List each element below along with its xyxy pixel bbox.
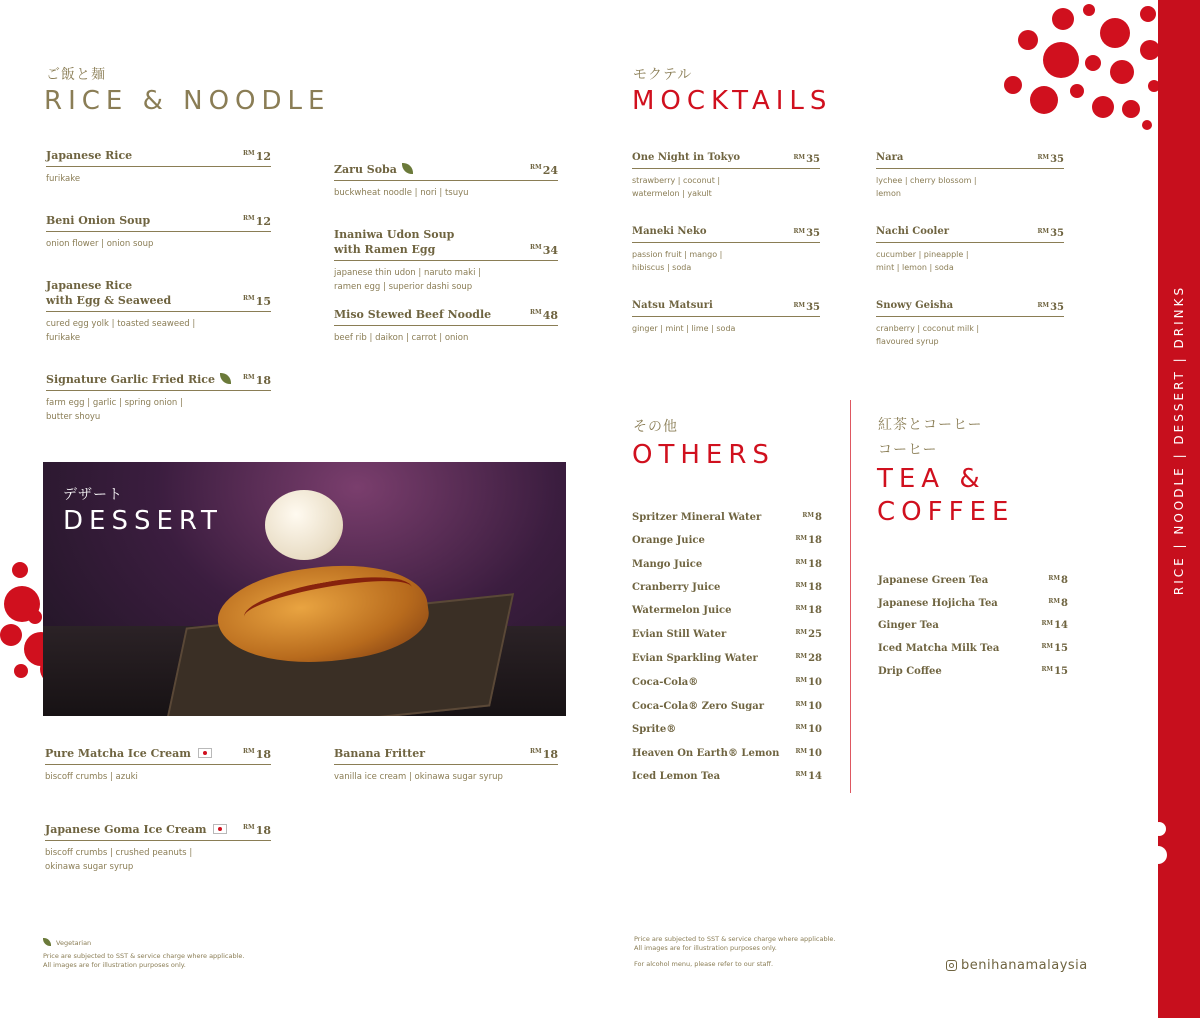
item-name: Zaru Soba: [334, 163, 397, 176]
item-price: $^{RM}$18: [243, 824, 271, 837]
item-name: Natsu Matsuri: [632, 300, 713, 311]
menu-item-maneki-neko: [632, 224, 820, 274]
item-desc: lychee | cherry blossom | lemon: [876, 176, 977, 198]
footer-note: All images are for illustration purposes only.: [43, 961, 186, 969]
drink-item: Coca-Cola® $^{RM}$10: [632, 677, 822, 688]
menu-item-signature-garlic-fried-rice: [46, 372, 271, 424]
menu-item-nachi-cooler: [876, 224, 1064, 274]
item-price: $^{RM}$35: [1037, 302, 1064, 313]
item-name: Japanese Goma Ice Cream: [45, 823, 207, 836]
footer-note: All images are for illustration purposes only.: [634, 944, 777, 952]
drink-item: Cranberry Juice $^{RM}$18: [632, 582, 822, 593]
item-name-wrap: [45, 746, 212, 761]
item-name: Miso Stewed Beef Noodle: [334, 308, 492, 321]
item-name: One Night in Tokyo: [632, 152, 741, 163]
vegetarian-leaf-icon: [402, 163, 413, 174]
menu-item-one-night-in-tokyo: [632, 150, 820, 200]
item-price: $^{RM}$18: [243, 374, 271, 387]
item-price: $^{RM}$12: [243, 215, 271, 228]
vegetarian-leaf-icon: [220, 373, 231, 384]
menu-item-natsu-matsuri: [632, 298, 820, 335]
item-desc: japanese thin udon | naruto maki | ramen egg | superior dashi soup: [334, 268, 482, 292]
drink-item: Ginger Tea $^{RM}$14: [878, 620, 1068, 631]
dessert-photo: [43, 462, 566, 716]
item-desc: biscoff crumbs | crushed peanuts | okinawa sugar syrup: [45, 848, 193, 872]
item-desc: beef rib | daikon | carrot | onion: [334, 333, 469, 343]
item-desc: cucumber | pineapple | mint | lemon | soda: [876, 250, 969, 272]
item-price: $^{RM}$48: [530, 309, 558, 322]
item-name: Japanese Rice with Egg & Seaweed: [46, 279, 172, 307]
item-price: $^{RM}$18: [530, 748, 558, 761]
item-name: Pure Matcha Ice Cream: [45, 747, 191, 760]
rice-noodle-jp-heading: ご飯と麺: [46, 67, 106, 83]
menu-item-japanese-rice: [46, 148, 271, 186]
rice-noodle-title: RICE & NOODLE: [44, 86, 331, 116]
section-sidebar: [1158, 0, 1200, 1018]
menu-item-beni-onion-soup: [46, 213, 271, 251]
drink-item: Japanese Hojicha Tea $^{RM}$8: [878, 598, 1068, 609]
item-desc: cranberry | coconut milk | flavoured syrup: [876, 324, 980, 346]
drink-item: Spritzer Mineral Water $^{RM}$8: [632, 512, 822, 523]
menu-item-miso-stewed-beef-noodle: [334, 307, 558, 345]
item-name: Signature Garlic Fried Rice: [46, 373, 215, 386]
item-name-wrap: [46, 372, 231, 387]
footer-middle: [634, 935, 835, 969]
drink-item: Iced Matcha Milk Tea $^{RM}$15: [878, 643, 1068, 654]
item-name: Maneki Neko: [632, 226, 707, 237]
item-price: $^{RM}$12: [243, 150, 271, 163]
instagram-icon: [946, 960, 957, 971]
footer-note: Price are subjected to SST & service charge where applicable.: [634, 935, 836, 943]
sidebar-notch: [1149, 846, 1167, 864]
item-desc: strawberry | coconut | watermelon | yakult: [632, 176, 721, 198]
vegetarian-legend: Vegetarian: [43, 938, 244, 948]
tea-coffee-title-line-1: TEA &: [877, 464, 986, 494]
footer-left: [43, 938, 244, 970]
menu-item-zaru-soba: [334, 162, 558, 200]
menu-item-nara: [876, 150, 1064, 200]
drink-item: Coca-Cola® Zero Sugar $^{RM}$10: [632, 701, 822, 712]
menu-item-pure-matcha-ice-cream: [45, 746, 271, 784]
menu-item-inaniwa-udon-soup: [334, 227, 558, 294]
item-price: $^{RM}$34: [530, 244, 558, 257]
item-name: Snowy Geisha: [876, 300, 954, 311]
footer-note: Price are subjected to SST & service charge where applicable.: [43, 952, 245, 960]
menu-item-banana-fritter: [334, 746, 558, 784]
menu-item-snowy-geisha: [876, 298, 1064, 348]
sidebar-notch: [1152, 822, 1166, 836]
social-handle[interactable]: [946, 958, 1088, 973]
item-desc: onion flower | onion soup: [46, 239, 154, 249]
drink-item: Sprite® $^{RM}$10: [632, 724, 822, 735]
section-divider: [850, 400, 851, 793]
item-price: $^{RM}$24: [530, 164, 558, 177]
item-price: $^{RM}$35: [793, 302, 820, 313]
item-price: $^{RM}$35: [793, 154, 820, 165]
sidebar-section-labels: RICE | NOODLE | DESSERT | DRINKS: [1172, 284, 1186, 596]
footer-note: For alcohol menu, please refer to our staff.: [634, 960, 774, 968]
dessert-jp-heading: デザート: [63, 487, 123, 503]
item-price: $^{RM}$18: [243, 748, 271, 761]
item-price: $^{RM}$15: [243, 295, 271, 308]
item-desc: furikake: [46, 174, 81, 184]
vegetarian-leaf-icon: [43, 938, 51, 946]
item-price: $^{RM}$35: [1037, 228, 1064, 239]
drink-item: Orange Juice $^{RM}$18: [632, 535, 822, 546]
others-jp-heading: その他: [633, 419, 678, 435]
item-desc: farm egg | garlic | spring onion | butter shoyu: [46, 398, 183, 422]
tea-coffee-jp-heading-1: 紅茶とコーヒー: [878, 417, 983, 433]
drink-item: Watermelon Juice $^{RM}$18: [632, 605, 822, 616]
item-desc: biscoff crumbs | azuki: [45, 772, 138, 782]
drink-item: Mango Juice $^{RM}$18: [632, 559, 822, 570]
item-name: Nara: [876, 152, 904, 163]
item-name: Japanese Rice: [46, 149, 133, 162]
item-price: $^{RM}$35: [1037, 154, 1064, 165]
drink-item: Drip Coffee $^{RM}$15: [878, 666, 1068, 677]
drink-item: Evian Sparkling Water $^{RM}$28: [632, 653, 822, 664]
photo-ice-cream-scoop: [265, 490, 343, 560]
menu-item-japanese-goma-ice-cream: [45, 822, 271, 874]
tea-coffee-title-line-2: COFFEE: [877, 497, 1015, 527]
item-name: Nachi Cooler: [876, 226, 949, 237]
item-name: Beni Onion Soup: [46, 214, 151, 227]
menu-item-japanese-rice-egg-seaweed: [46, 278, 271, 345]
item-desc: ginger | mint | lime | soda: [632, 324, 736, 333]
mocktails-jp-heading: モクテル: [633, 67, 693, 83]
item-desc: passion fruit | mango | hibiscus | soda: [632, 250, 723, 272]
japan-flag-icon: [213, 824, 227, 834]
tea-coffee-jp-heading-2: コーヒー: [878, 442, 938, 458]
item-name: Inaniwa Udon Soup with Ramen Egg: [334, 228, 455, 256]
drink-item: Japanese Green Tea $^{RM}$8: [878, 575, 1068, 586]
item-price: $^{RM}$35: [793, 228, 820, 239]
drink-item: Iced Lemon Tea $^{RM}$14: [632, 771, 822, 782]
item-desc: cured egg yolk | toasted seaweed | furikake: [46, 319, 196, 343]
item-desc: vanilla ice cream | okinawa sugar syrup: [334, 772, 503, 782]
item-desc: buckwheat noodle | nori | tsuyu: [334, 188, 469, 198]
social-handle-text: benihanamalaysia: [961, 958, 1088, 973]
item-name-wrap: [45, 822, 227, 837]
mocktails-title: MOCKTAILS: [632, 86, 833, 116]
others-title: OTHERS: [632, 440, 775, 470]
drink-item: Heaven On Earth® Lemon $^{RM}$10: [632, 748, 822, 759]
drink-item: Evian Still Water $^{RM}$25: [632, 629, 822, 640]
japan-flag-icon: [198, 748, 212, 758]
item-name: Banana Fritter: [334, 747, 426, 760]
item-name-wrap: [334, 162, 413, 177]
dessert-title: DESSERT: [63, 506, 223, 536]
